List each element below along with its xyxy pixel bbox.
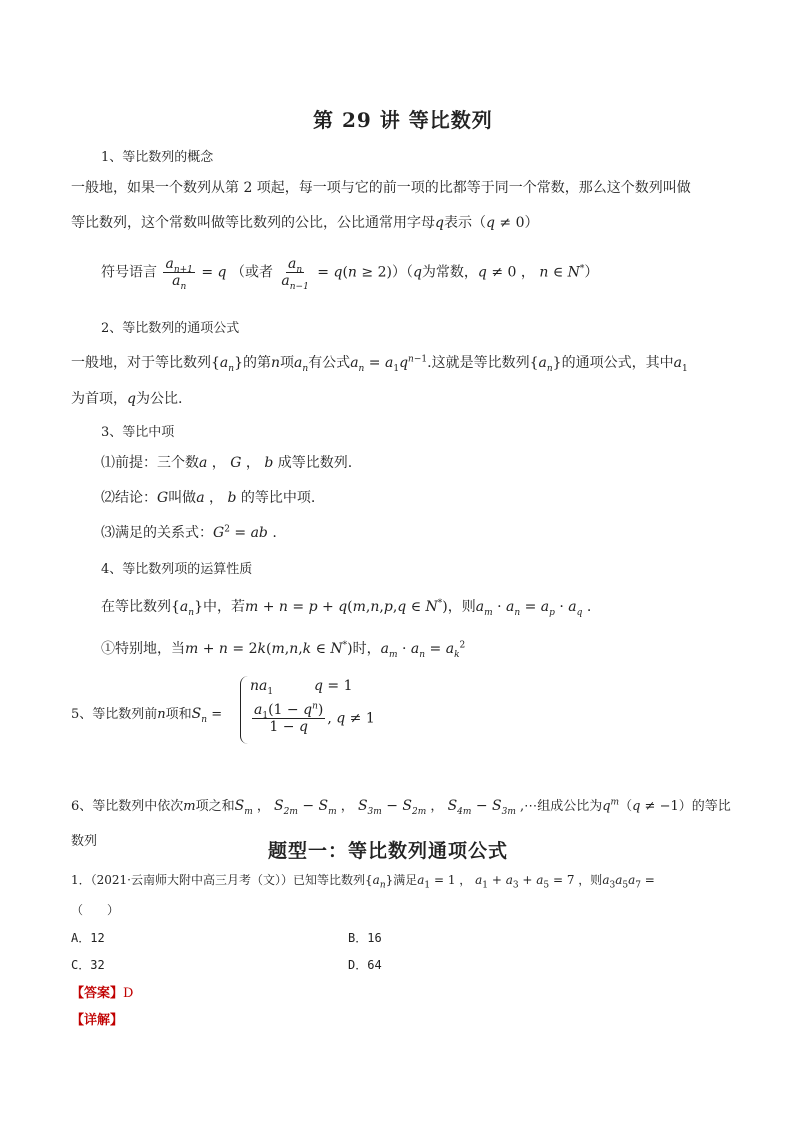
sum-label-b: 项和	[165, 707, 192, 722]
general-term-line2: 为首项，q为公比.	[71, 391, 183, 407]
symbol-tail: 为常数，	[421, 264, 478, 281]
sequence-sums-line1: 6、等比数列中依次m项之和$S_m$ ， $S_{2m} - S_m$ ， $S_{3m} - S_{2m}$ ， $S_{4m} - S_{3m}$ ,⋯组成公比为$q^m(q \ne -1)$的等比	[71, 797, 731, 817]
question-text-b: 满足	[393, 873, 418, 887]
gm-conclusion-text: ⑵结论：	[101, 490, 157, 506]
seq-sums-c: 组成公比为	[537, 799, 603, 814]
prop-text-b: 中，若	[203, 599, 245, 615]
question-1: 1．（2021·云南师大附中高三月考（文））已知等比数列$\{a_n\}$满足$a_1 = 1$ ， $a_1 + a_3 + a_5 = 7$ ，则$a_3a_5a_7$ =	[71, 873, 655, 891]
sum-label-a: 5、等比数列前	[71, 707, 158, 722]
prop-text-e: 时，	[352, 641, 381, 657]
answer-label: 【答案】	[71, 986, 124, 1001]
question-type-title: 题型一：等比数列通项公式	[268, 840, 509, 862]
gt-text-g: 为首项，	[71, 391, 127, 407]
property-line2: ①特别地，当m + n = 2k(m,n,k ∈ N*)时，$a_m \cdot a_n = a_k^2$	[101, 640, 466, 660]
symbol-label: 符号语言	[101, 264, 157, 281]
gm-relation-text: ⑶满足的关系式：	[101, 525, 213, 541]
sum-case-1-cond: q = 1	[314, 678, 353, 694]
concept-text: 等比数列，这个常数叫做等比数列的公比，公比通常用字母	[71, 215, 435, 231]
question-text-a: 已知等比数列	[293, 873, 366, 887]
question-source: （2021·云南师大附中高三月考（文））	[90, 873, 293, 887]
sum-formula-label: 5、等比数列前n项和$S_n$ =	[71, 706, 223, 725]
option-d[interactable]: D．64	[348, 958, 382, 972]
gt-text-c: 项	[280, 355, 295, 371]
gm-premise: ⑴前提：三个数a ， G ， b 成等比数列.	[101, 455, 353, 471]
gt-text-b: 的第	[243, 355, 271, 371]
gt-text-f: 的通项公式，其中	[561, 355, 674, 371]
seq-sums-a: 6、等比数列中依次	[71, 799, 184, 814]
prop-text-a: 在等比数列	[101, 599, 171, 615]
option-b[interactable]: B．16	[348, 931, 382, 945]
question-number: 1．	[71, 873, 91, 887]
answer-line	[71, 982, 133, 1001]
heading-properties: 4、等比数列项的运算性质	[101, 562, 253, 577]
concept-tail: 表示	[443, 215, 472, 231]
page-title: 第 29 讲 等比数列	[313, 108, 493, 132]
question-text-c: ，则	[578, 873, 603, 887]
gt-text-d: 有公式	[308, 355, 351, 371]
case-brace	[240, 676, 249, 744]
sum-case-1: $na_1$	[250, 678, 274, 697]
heading-geometric-mean: 3、等比中项	[101, 425, 175, 440]
sum-case-2: $\frac{a_1(1 - q^n)}{1 - q}$ , q ≠ 1	[254, 701, 375, 735]
symbol-language-line: 符号语言 $\frac{a_{n+1}}{a_n}$ = q （或者 $\frac{a_n}{a_{n-1}}$ = q(n ≥ 2)）（q为常数，q ≠ 0 ， n ∈ N*）	[101, 256, 599, 292]
gt-text-h: 为公比.	[135, 391, 183, 407]
option-c[interactable]: C．32	[71, 958, 105, 972]
concept-paragraph-line2: 等比数列，这个常数叫做等比数列的公比，公比通常用字母q表示（q ≠ 0）	[71, 215, 539, 231]
question-1-blank: （ ）	[71, 903, 120, 917]
gm-conclusion-tail: 的等比中项.	[240, 490, 316, 506]
general-term-line1: 一般地，对于等比数列$\{a_n\}$的第n项$a_n$有公式$a_n = a_1q^{n-1}$.这就是等比数列$\{a_n\}$的通项公式，其中$a_1$	[71, 354, 688, 374]
gm-conclusion-mid: 叫做	[168, 490, 197, 506]
symbol-or-text: （或者	[230, 264, 273, 281]
sequence-sums-line2: 数列	[71, 834, 98, 849]
gm-conclusion: ⑵结论：G叫做a ， b 的等比中项.	[101, 490, 316, 506]
prop-text-c: ，则	[447, 599, 476, 615]
gt-text-a: 一般地，对于等比数列	[71, 355, 211, 371]
property-line1: 在等比数列$\{a_n\}$中，若m + n = p + q(m,n,p,q ∈ N*)，则$a_m \cdot a_n = a_p \cdot a_q$ .	[101, 598, 592, 618]
gm-premise-text: ⑴前提：三个数	[101, 455, 199, 471]
seq-sums-b: 项之和	[195, 799, 235, 814]
answer-value: D	[123, 986, 134, 1001]
gt-text-e: .这就是等比数列	[427, 355, 530, 371]
detail-label: 【详解】	[71, 1013, 124, 1028]
concept-paragraph-line1: 一般地，如果一个数列从第 2 项起，每一项与它的前一项的比都等于同一个常数，那么这个数列叫做	[71, 180, 691, 196]
heading-concept: 1、等比数列的概念	[101, 150, 214, 165]
option-a[interactable]: A．12	[71, 931, 105, 945]
gm-relation: ⑶满足的关系式：$G^2$ = ab .	[101, 524, 277, 541]
gm-premise-tail: 成等比数列.	[277, 455, 353, 471]
seq-sums-d: 的等比	[691, 799, 731, 814]
prop-text-d: ①特别地，当	[101, 641, 185, 657]
heading-general-term: 2、等比数列的通项公式	[101, 321, 240, 336]
